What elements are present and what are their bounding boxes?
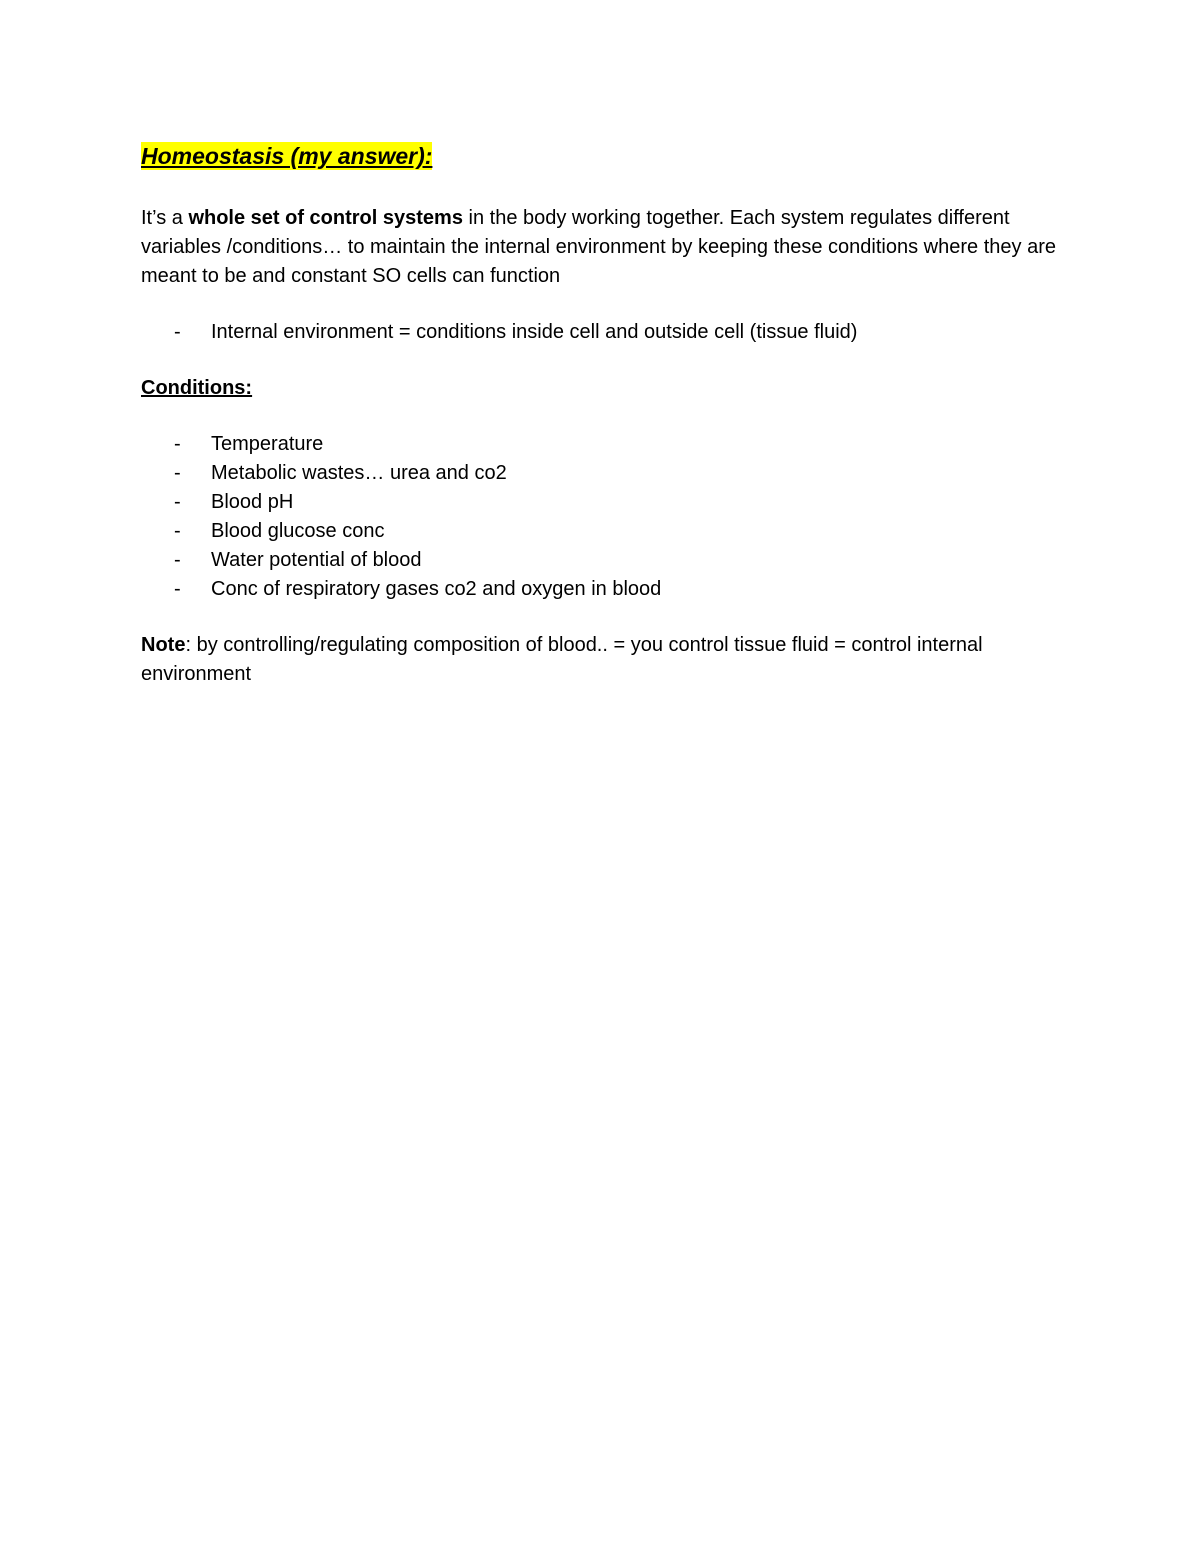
list-item	[141, 546, 1061, 575]
bullet-dash: -	[174, 321, 181, 343]
bullet-dash: -	[174, 578, 181, 600]
list-item	[141, 430, 1061, 459]
bullet-text: Internal environment = conditions inside cell and outside cell (tissue fluid)	[211, 321, 858, 343]
intro-paragraph	[141, 204, 1061, 291]
title-line	[141, 138, 1061, 175]
note-label: Note	[141, 634, 186, 656]
list-item	[141, 517, 1061, 546]
document-page	[141, 138, 1061, 716]
condition-text: Temperature	[211, 433, 324, 455]
note-text: : by controlling/regulating composition of blood.. = you control tissue fluid = control internal environment	[141, 634, 983, 685]
intro-suffix: in the body working together. Each system regulates different variables /conditions… to maintain the internal environment by keeping these conditions where they are meant to be and constant SO cells can function	[141, 207, 1056, 287]
intro-prefix: It’s a	[141, 207, 189, 229]
condition-text: Conc of respiratory gases co2 and oxygen in blood	[211, 578, 662, 600]
conditions-heading: Conditions:	[141, 377, 253, 399]
condition-text: Metabolic wastes… urea and co2	[211, 462, 507, 484]
list-item	[141, 488, 1061, 517]
condition-text: Blood glucose conc	[211, 520, 385, 542]
condition-text: Water potential of blood	[211, 549, 422, 571]
note-paragraph	[141, 631, 1061, 689]
bullet-dash: -	[174, 520, 181, 542]
list-item	[141, 459, 1061, 488]
list-item	[141, 318, 1061, 347]
bullet-dash: -	[174, 549, 181, 571]
condition-text: Blood pH	[211, 491, 294, 513]
bullet-dash: -	[174, 491, 181, 513]
bullet-dash: -	[174, 462, 181, 484]
bullet-dash: -	[174, 433, 181, 455]
conditions-list	[141, 430, 1061, 604]
document-title: Homeostasis (my answer):	[141, 143, 433, 169]
intro-bold-phrase: whole set of control systems	[188, 207, 463, 229]
intro-bullet-list	[141, 318, 1061, 347]
list-item	[141, 575, 1061, 604]
